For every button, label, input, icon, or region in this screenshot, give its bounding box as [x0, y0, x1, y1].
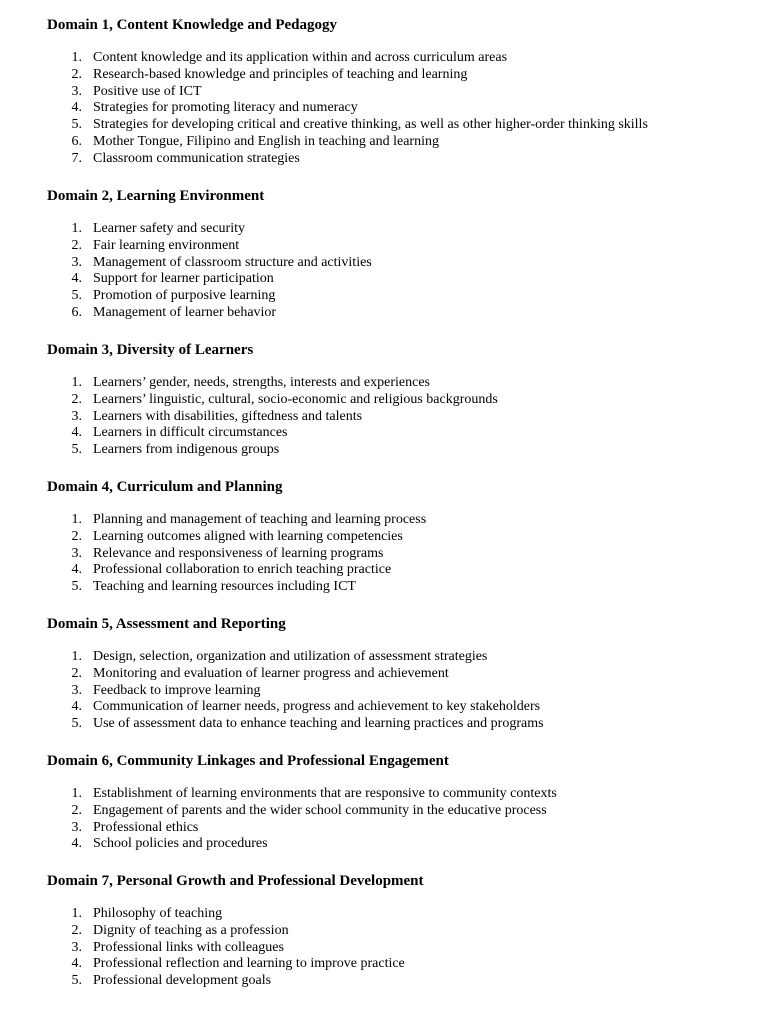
item-text: Feedback to improve learning: [93, 682, 261, 698]
item-number: 3.: [71, 254, 82, 270]
item-number: 4.: [71, 836, 82, 852]
item-text: Professional ethics: [93, 819, 199, 835]
item-text: Learners with disabilities, giftedness and talents: [93, 408, 363, 424]
item-text: Learners in difficult circumstances: [93, 425, 288, 441]
item-text: Establishment of learning environments that are responsive to community contexts: [93, 786, 557, 801]
item-text: Mother Tongue, Filipino and English in teaching and learning: [93, 133, 439, 149]
item-text: Management of classroom structure and activities: [93, 254, 372, 270]
domain-heading: Domain 7, Personal Growth and Professional Development: [47, 873, 424, 889]
item-text: Learning outcomes aligned with learning competencies: [93, 528, 403, 544]
item-number: 3.: [71, 408, 82, 424]
item-text: Philosophy of teaching: [93, 906, 223, 921]
item-text: Teaching and learning resources including ICT: [93, 579, 356, 595]
item-number: 1.: [71, 649, 82, 664]
item-number: 6.: [71, 304, 82, 320]
domain-heading: Domain 3, Diversity of Learners: [47, 342, 254, 358]
item-text: Promotion of purposive learning: [93, 288, 276, 304]
domain-heading: Domain 1, Content Knowledge and Pedagogy: [47, 17, 338, 33]
domain-heading: Domain 5, Assessment and Reporting: [47, 616, 286, 632]
item-text: Learners from indigenous groups: [93, 442, 280, 458]
item-number: 6.: [71, 133, 82, 149]
item-number: 2.: [71, 391, 82, 407]
item-number: 3.: [71, 819, 82, 835]
item-number: 5.: [71, 288, 82, 304]
item-number: 4.: [71, 100, 82, 116]
item-text: Design, selection, organization and utilization of assessment strategies: [93, 649, 488, 664]
item-text: Strategies for promoting literacy and numeracy: [93, 100, 358, 116]
item-number: 5.: [71, 716, 82, 732]
item-text: Communication of learner needs, progress and achievement to key stakeholders: [93, 699, 541, 715]
item-number: 1.: [71, 906, 82, 921]
item-number: 3.: [71, 545, 82, 561]
domain-heading: Domain 2, Learning Environment: [47, 188, 265, 204]
item-text: Strategies for developing critical and creative thinking, as well as other higher-order thinking skills: [93, 117, 648, 133]
item-number: 4.: [71, 956, 82, 972]
item-number: 5.: [71, 442, 82, 458]
item-text: Learners’ linguistic, cultural, socio-economic and religious backgrounds: [93, 391, 498, 407]
item-number: 4.: [71, 562, 82, 578]
item-number: 3.: [71, 682, 82, 698]
item-text: Learners’ gender, needs, strengths, interests and experiences: [93, 375, 430, 390]
item-text: Positive use of ICT: [93, 83, 202, 99]
domain-heading: Domain 4, Curriculum and Planning: [47, 479, 283, 495]
item-text: School policies and procedures: [93, 836, 268, 852]
item-text: Fair learning environment: [93, 237, 240, 253]
item-text: Support for learner participation: [93, 271, 274, 287]
item-number: 7.: [71, 150, 82, 166]
item-number: 2.: [71, 802, 82, 818]
item-text: Content knowledge and its application within and across curriculum areas: [93, 50, 508, 65]
item-number: 3.: [71, 939, 82, 955]
item-text: Professional reflection and learning to improve practice: [93, 956, 405, 972]
item-text: Engagement of parents and the wider school community in the educative process: [93, 802, 547, 818]
item-number: 1.: [71, 375, 82, 390]
item-number: 1.: [71, 786, 82, 801]
item-number: 3.: [71, 83, 82, 99]
item-text: Use of assessment data to enhance teaching and learning practices and programs: [93, 716, 544, 732]
item-number: 4.: [71, 425, 82, 441]
item-number: 4.: [71, 271, 82, 287]
item-number: 2.: [71, 922, 82, 938]
item-number: 5.: [71, 973, 82, 989]
item-text: Professional development goals: [93, 973, 272, 989]
item-number: 2.: [71, 528, 82, 544]
item-text: Classroom communication strategies: [93, 150, 300, 166]
item-number: 4.: [71, 699, 82, 715]
item-text: Planning and management of teaching and learning process: [93, 512, 427, 527]
item-text: Professional collaboration to enrich teaching practice: [93, 562, 392, 578]
item-number: 1.: [71, 221, 82, 236]
item-number: 1.: [71, 50, 82, 65]
item-number: 5.: [71, 579, 82, 595]
item-number: 2.: [71, 66, 82, 82]
item-text: Relevance and responsiveness of learning programs: [93, 545, 384, 561]
item-text: Management of learner behavior: [93, 304, 277, 320]
item-text: Research-based knowledge and principles of teaching and learning: [93, 66, 468, 82]
item-text: Monitoring and evaluation of learner progress and achievement: [93, 665, 449, 681]
item-text: Learner safety and security: [93, 221, 245, 236]
item-number: 2.: [71, 665, 82, 681]
item-number: 1.: [71, 512, 82, 527]
item-text: Professional links with colleagues: [93, 939, 284, 955]
item-text: Dignity of teaching as a profession: [93, 922, 289, 938]
domain-heading: Domain 6, Community Linkages and Professional Engagement: [47, 753, 449, 769]
item-number: 2.: [71, 237, 82, 253]
item-number: 5.: [71, 117, 82, 133]
